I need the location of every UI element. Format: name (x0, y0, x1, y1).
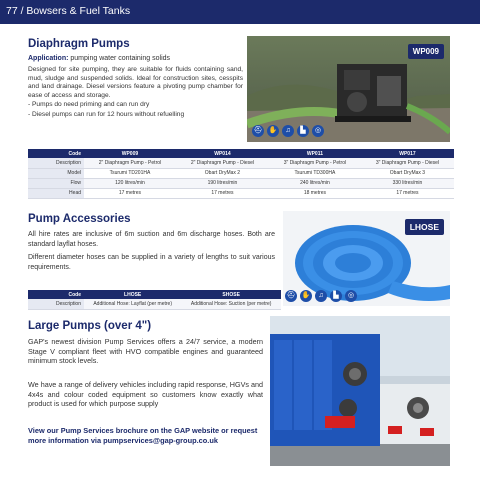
diaphragm-bullet-2: - Diesel pumps can run for 12 hours without refuelling (28, 111, 185, 118)
diaphragm-paragraph: Designed for site pumping, they are suitable for fluids containing sand, mud, sludge and suspended solids. Ideal for construction sites, cesspits and land drainage. Diesel versions feature a pivoting pump chamber for ease of access and storage. (28, 66, 243, 99)
glove-icon: ✋ (267, 125, 279, 137)
table-cell: 17 metres (84, 188, 176, 198)
table-header-row (28, 149, 454, 158)
large-pumps-heading: Large Pumps (over 4") (28, 320, 152, 332)
application-text: pumping water containing solids (68, 55, 171, 62)
page-header-bar (0, 0, 480, 24)
table-cell: Additional Hose: Suction (per metre) (181, 299, 281, 309)
table-cell: 190 litres/min (176, 178, 269, 188)
table-row (28, 178, 454, 188)
lhose-badge: LHOSE (405, 219, 444, 235)
brochure-cta: View our Pump Services brochure on the GAP website or request more information via pumpservices@gap-group.co.uk (28, 426, 258, 445)
large-pumps-paragraph-1: GAP's newest division Pump Services offers a 24/7 service, a modern Stage V compliant fleet with HVO compatible engines and guaranteed minimum stock levels. (28, 337, 263, 366)
table-cell: Obart DryMax 2 (176, 168, 269, 178)
application-label: Application: (28, 55, 69, 62)
table-row (28, 299, 281, 309)
table-cell: 18 metres (269, 188, 361, 198)
table-header-cell: SHOSE (181, 290, 281, 299)
table-row (28, 158, 454, 168)
table-cell: 330 litres/min (361, 178, 454, 188)
table-row (28, 168, 454, 178)
ear-protection-icon: ♫ (282, 125, 294, 137)
table-cell: 120 litres/min (84, 178, 176, 188)
goggles-icon: ◎ (345, 290, 357, 302)
ppe-icons-top (252, 125, 324, 137)
table-cell: Additional Hose: Layflat (per metre) (84, 299, 181, 309)
table-cell: Tsurumi TD201HA (84, 168, 176, 178)
row-header: Description (28, 299, 84, 309)
table-cell: 17 metres (361, 188, 454, 198)
large-pump-photo (270, 316, 450, 466)
ppe-icons-mid (285, 290, 357, 302)
table-header-cell: WP011 (269, 149, 361, 158)
glove-icon: ✋ (300, 290, 312, 302)
boot-icon: ▙ (297, 125, 309, 137)
table-cell: 240 litres/min (269, 178, 361, 188)
large-pumps-paragraph-2: We have a range of delivery vehicles including rapid response, HGVs and 4x4s and colour coded equipment so customers know exactly what product is used for which purpose supply (28, 380, 263, 409)
table-cell: 2" Diaphragm Pump - Diesel (176, 158, 269, 168)
row-header: Description (28, 158, 84, 168)
accessories-paragraph-2: Different diameter hoses can be supplied in a variety of lengths to suit various requirements. (28, 254, 275, 271)
table-row (28, 188, 454, 198)
large-pump-image (270, 316, 450, 466)
application-line (28, 55, 243, 64)
diaphragm-bullet-1: - Pumps do need priming and can run dry (28, 101, 150, 108)
table-header-row (28, 290, 281, 299)
table-cell: 3" Diaphragm Pump - Diesel (361, 158, 454, 168)
accessories-spec-table (28, 290, 281, 310)
hard-hat-icon: ⛑ (252, 125, 264, 137)
table-header-cell: WP014 (176, 149, 269, 158)
diaphragm-spec-table (28, 149, 454, 199)
boot-icon: ▙ (330, 290, 342, 302)
table-header-cell: WP009 (84, 149, 176, 158)
table-header-cell: Code (28, 290, 84, 299)
row-header: Flow (28, 178, 84, 188)
table-cell: Tsurumi TD300HA (269, 168, 361, 178)
accessories-paragraph-1: All hire rates are inclusive of 6m suction and 6m discharge hoses. Both are standard layflat hoses. (28, 231, 275, 248)
accessories-heading: Pump Accessories (28, 213, 131, 225)
diaphragm-pump-photo (247, 36, 450, 142)
table-header-cell: WP017 (361, 149, 454, 158)
table-header-cell: Code (28, 149, 84, 158)
wp009-badge: WP009 (408, 44, 444, 59)
row-header: Head (28, 188, 84, 198)
table-header-cell: LHOSE (84, 290, 181, 299)
table-cell: 17 metres (176, 188, 269, 198)
row-header: Model (28, 168, 84, 178)
page-title: 77 / Bowsers & Fuel Tanks (6, 5, 131, 17)
table-cell: 2" Diaphragm Pump - Petrol (84, 158, 176, 168)
ear-protection-icon: ♫ (315, 290, 327, 302)
diaphragm-heading: Diaphragm Pumps (28, 38, 130, 50)
table-cell: Obart DryMax 3 (361, 168, 454, 178)
hard-hat-icon: ⛑ (285, 290, 297, 302)
goggles-icon: ◎ (312, 125, 324, 137)
table-cell: 3" Diaphragm Pump - Petrol (269, 158, 361, 168)
